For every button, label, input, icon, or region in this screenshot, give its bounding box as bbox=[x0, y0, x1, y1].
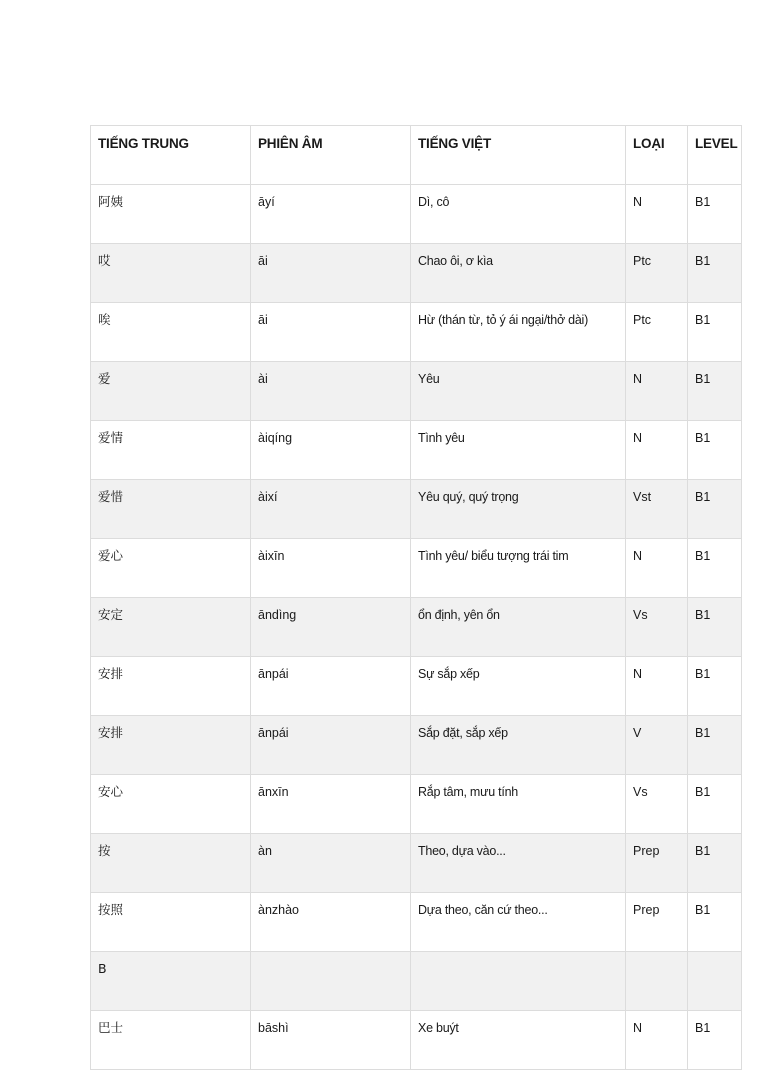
cell-type: Ptc bbox=[626, 244, 688, 303]
cell-vietnamese bbox=[411, 952, 626, 1011]
cell-level: B1 bbox=[688, 1011, 742, 1070]
cell-chinese: 爱情 bbox=[91, 421, 251, 480]
cell-vietnamese: Xe buýt bbox=[411, 1011, 626, 1070]
cell-vietnamese: Yêu quý, quý trọng bbox=[411, 480, 626, 539]
cell-chinese: 阿姨 bbox=[91, 185, 251, 244]
cell-chinese: 安定 bbox=[91, 598, 251, 657]
cell-vietnamese: Sắp đặt, sắp xếp bbox=[411, 716, 626, 775]
cell-pinyin: àn bbox=[251, 834, 411, 893]
table-row bbox=[91, 716, 742, 775]
cell-level: B1 bbox=[688, 421, 742, 480]
cell-type: Vs bbox=[626, 775, 688, 834]
header-vietnamese: TIẾNG VIỆT bbox=[411, 126, 626, 185]
cell-chinese: 爱心 bbox=[91, 539, 251, 598]
cell-level: B1 bbox=[688, 657, 742, 716]
cell-level: B1 bbox=[688, 598, 742, 657]
cell-level: B1 bbox=[688, 480, 742, 539]
cell-pinyin: bāshì bbox=[251, 1011, 411, 1070]
cell-vietnamese: Tình yêu bbox=[411, 421, 626, 480]
cell-vietnamese: Dựa theo, căn cứ theo... bbox=[411, 893, 626, 952]
cell-vietnamese: ổn định, yên ổn bbox=[411, 598, 626, 657]
header-level: LEVEL bbox=[688, 126, 742, 185]
cell-level: B1 bbox=[688, 185, 742, 244]
cell-vietnamese: Hừ (thán từ, tỏ ý ái ngại/thở dài) bbox=[411, 303, 626, 362]
cell-chinese: 按 bbox=[91, 834, 251, 893]
cell-type: N bbox=[626, 657, 688, 716]
cell-type bbox=[626, 952, 688, 1011]
table-row bbox=[91, 421, 742, 480]
cell-pinyin: ài bbox=[251, 362, 411, 421]
table-row bbox=[91, 657, 742, 716]
cell-pinyin: àixīn bbox=[251, 539, 411, 598]
cell-vietnamese: Dì, cô bbox=[411, 185, 626, 244]
cell-chinese: 哎 bbox=[91, 244, 251, 303]
cell-chinese: 安心 bbox=[91, 775, 251, 834]
cell-level: B1 bbox=[688, 716, 742, 775]
table-row bbox=[91, 834, 742, 893]
cell-pinyin: ānpái bbox=[251, 716, 411, 775]
cell-level bbox=[688, 952, 742, 1011]
cell-chinese: 爱 bbox=[91, 362, 251, 421]
cell-level: B1 bbox=[688, 303, 742, 362]
cell-level: B1 bbox=[688, 244, 742, 303]
cell-pinyin: ānxīn bbox=[251, 775, 411, 834]
cell-pinyin bbox=[251, 952, 411, 1011]
table-row bbox=[91, 303, 742, 362]
cell-chinese: 按照 bbox=[91, 893, 251, 952]
cell-chinese: 唉 bbox=[91, 303, 251, 362]
table-row bbox=[91, 598, 742, 657]
cell-pinyin: āndìng bbox=[251, 598, 411, 657]
table-row bbox=[91, 893, 742, 952]
header-chinese: TIẾNG TRUNG bbox=[91, 126, 251, 185]
table-row bbox=[91, 185, 742, 244]
header-type: LOẠI bbox=[626, 126, 688, 185]
table-row bbox=[91, 244, 742, 303]
cell-vietnamese: Yêu bbox=[411, 362, 626, 421]
cell-type: N bbox=[626, 185, 688, 244]
table-row bbox=[91, 480, 742, 539]
cell-pinyin: ànzhào bbox=[251, 893, 411, 952]
cell-type: Ptc bbox=[626, 303, 688, 362]
cell-chinese: 安排 bbox=[91, 657, 251, 716]
table-row bbox=[91, 362, 742, 421]
cell-level: B1 bbox=[688, 834, 742, 893]
header-pinyin: PHIÊN ÂM bbox=[251, 126, 411, 185]
table-body bbox=[91, 185, 742, 1070]
cell-level: B1 bbox=[688, 539, 742, 598]
cell-level: B1 bbox=[688, 775, 742, 834]
cell-type: N bbox=[626, 539, 688, 598]
cell-pinyin: āyí bbox=[251, 185, 411, 244]
table-row bbox=[91, 775, 742, 834]
cell-type: Vst bbox=[626, 480, 688, 539]
cell-type: Prep bbox=[626, 834, 688, 893]
cell-type: V bbox=[626, 716, 688, 775]
cell-pinyin: āi bbox=[251, 244, 411, 303]
cell-type: N bbox=[626, 1011, 688, 1070]
vocabulary-table bbox=[90, 125, 742, 1070]
cell-pinyin: ānpái bbox=[251, 657, 411, 716]
cell-type: Prep bbox=[626, 893, 688, 952]
cell-chinese: B bbox=[91, 952, 251, 1011]
cell-vietnamese: Theo, dựa vào... bbox=[411, 834, 626, 893]
table-row bbox=[91, 1011, 742, 1070]
cell-type: N bbox=[626, 362, 688, 421]
cell-pinyin: āi bbox=[251, 303, 411, 362]
cell-pinyin: àixí bbox=[251, 480, 411, 539]
cell-level: B1 bbox=[688, 893, 742, 952]
cell-type: N bbox=[626, 421, 688, 480]
table-header-row bbox=[91, 126, 742, 185]
cell-chinese: 爱惜 bbox=[91, 480, 251, 539]
cell-vietnamese: Chao ôi, ơ kìa bbox=[411, 244, 626, 303]
table-row bbox=[91, 539, 742, 598]
cell-vietnamese: Tình yêu/ biểu tượng trái tim bbox=[411, 539, 626, 598]
cell-vietnamese: Sự sắp xếp bbox=[411, 657, 626, 716]
cell-vietnamese: Rắp tâm, mưu tính bbox=[411, 775, 626, 834]
cell-chinese: 巴士 bbox=[91, 1011, 251, 1070]
cell-level: B1 bbox=[688, 362, 742, 421]
cell-pinyin: àiqíng bbox=[251, 421, 411, 480]
cell-type: Vs bbox=[626, 598, 688, 657]
cell-chinese: 安排 bbox=[91, 716, 251, 775]
table-row bbox=[91, 952, 742, 1011]
